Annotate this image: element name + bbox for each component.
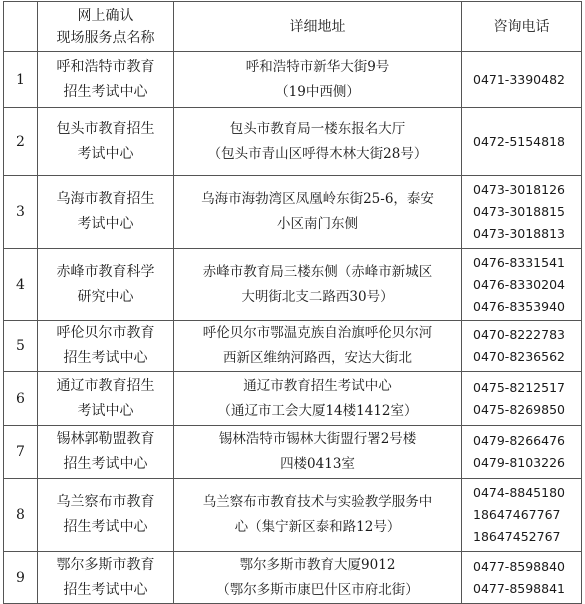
phone-number: 0473-3018813 bbox=[473, 226, 565, 241]
name-line: 考试中心 bbox=[77, 402, 134, 419]
name-line: 赤峰市教育科学 bbox=[56, 263, 155, 280]
phone-number: 0470-8236562 bbox=[473, 349, 565, 364]
phone-number: 18647452767 bbox=[473, 529, 561, 544]
address-line: 包头市教育局一楼东报名大厅 bbox=[229, 120, 406, 137]
row-number: 5 bbox=[4, 321, 38, 372]
table-row bbox=[4, 249, 582, 321]
service-point-name bbox=[38, 552, 174, 604]
table-header-row bbox=[4, 2, 582, 52]
address-line: 心（集宁新区泰和路12号） bbox=[234, 519, 401, 535]
service-point-name bbox=[38, 176, 174, 249]
address-line: 呼和浩特市新华大街9号 bbox=[245, 58, 390, 75]
name-line: 呼伦贝尔市教育 bbox=[56, 325, 155, 341]
header-name-line: 网上确认 bbox=[77, 7, 134, 24]
phone-number: 0475-8269850 bbox=[473, 401, 565, 417]
address-line: （包头市青山区呼得木林大街28号） bbox=[207, 145, 428, 162]
table-row bbox=[4, 552, 582, 604]
service-point-address bbox=[174, 176, 462, 249]
name-line: 招生考试中心 bbox=[63, 581, 148, 598]
phone-cell bbox=[462, 52, 582, 108]
phone-number: 0472-5154818 bbox=[473, 133, 565, 149]
address-line: （19中西侧） bbox=[275, 83, 360, 100]
phone-number: 0473-3018126 bbox=[473, 182, 565, 197]
phone-number: 0473-3018815 bbox=[473, 204, 565, 219]
phone-cell bbox=[462, 426, 582, 479]
table-row bbox=[4, 52, 582, 108]
address-line: 四楼0413室 bbox=[280, 456, 355, 472]
header-address-cell: 详细地址 bbox=[174, 2, 462, 52]
address-line: 赤峰市教育局三楼东侧（赤峰市新城区 bbox=[202, 263, 433, 280]
header-phone-cell: 咨询电话 bbox=[462, 2, 582, 52]
row-number: 9 bbox=[4, 552, 38, 604]
name-line: 研究中心 bbox=[77, 288, 134, 305]
address-line: 小区南门东侧 bbox=[277, 216, 358, 232]
row-number: 1 bbox=[4, 52, 38, 108]
name-line: 乌海市教育招生 bbox=[56, 191, 155, 207]
phone-number: 0476-8353940 bbox=[473, 298, 565, 314]
phone-cell bbox=[462, 479, 582, 552]
row-number: 6 bbox=[4, 372, 38, 426]
phone-number: 0477-8598841 bbox=[473, 580, 565, 596]
phone-cell bbox=[462, 372, 582, 426]
table-row bbox=[4, 372, 582, 426]
service-point-name bbox=[38, 479, 174, 552]
address-line: 乌海市海勃湾区凤凰岭东街25-6，泰安 bbox=[201, 191, 434, 207]
name-line: 呼和浩特市教育 bbox=[56, 58, 155, 75]
table-row bbox=[4, 176, 582, 249]
phone-number: 0476-8330204 bbox=[473, 276, 565, 292]
address-line: （鄂尔多斯市康巴什区市府北街） bbox=[216, 581, 419, 598]
name-line: 招生考试中心 bbox=[63, 519, 148, 535]
name-line: 考试中心 bbox=[77, 216, 134, 232]
service-point-address bbox=[174, 552, 462, 604]
phone-number: 0479-8266476 bbox=[473, 433, 565, 448]
name-line: 锡林郭勒盟教育 bbox=[56, 431, 155, 447]
row-number: 3 bbox=[4, 176, 38, 249]
name-line: 乌兰察布市教育 bbox=[56, 494, 155, 510]
address-line: 通辽市教育招生考试中心 bbox=[243, 377, 392, 394]
phone-cell bbox=[462, 552, 582, 604]
header-name-line: 现场服务点名称 bbox=[56, 29, 155, 46]
phone-number: 0470-8222783 bbox=[473, 327, 565, 342]
service-point-address bbox=[174, 108, 462, 176]
name-line: 招生考试中心 bbox=[63, 456, 148, 472]
table-row bbox=[4, 108, 582, 176]
row-number: 2 bbox=[4, 108, 38, 176]
phone-cell bbox=[462, 108, 582, 176]
service-point-name bbox=[38, 372, 174, 426]
address-line: 乌兰察布市教育技术与实验教学服务中 bbox=[202, 494, 433, 510]
name-line: 通辽市教育招生 bbox=[56, 377, 155, 394]
header-name-cell bbox=[38, 2, 174, 52]
header-index-cell bbox=[4, 2, 38, 52]
address-line: 锡林浩特市锡林大街盟行署2号楼 bbox=[218, 431, 417, 447]
service-point-address bbox=[174, 249, 462, 321]
phone-number: 0479-8103226 bbox=[473, 455, 565, 470]
phone-number: 18647467767 bbox=[473, 507, 561, 522]
service-point-address bbox=[174, 479, 462, 552]
phone-cell bbox=[462, 321, 582, 372]
service-point-name bbox=[38, 321, 174, 372]
address-line: 西新区维纳河路西，安达大街北 bbox=[223, 350, 412, 366]
address-line: （通辽市工会大厦14楼1412室） bbox=[217, 402, 418, 419]
table-row bbox=[4, 426, 582, 479]
table-row bbox=[4, 321, 582, 372]
service-point-name bbox=[38, 426, 174, 479]
phone-cell bbox=[462, 176, 582, 249]
row-number: 7 bbox=[4, 426, 38, 479]
service-point-name bbox=[38, 52, 174, 108]
name-line: 包头市教育招生 bbox=[56, 120, 155, 137]
service-point-name bbox=[38, 108, 174, 176]
row-number: 4 bbox=[4, 249, 38, 321]
service-point-address bbox=[174, 52, 462, 108]
phone-number: 0474-8845180 bbox=[473, 485, 565, 500]
phone-number: 0476-8331541 bbox=[473, 254, 565, 270]
phone-number: 0475-8212517 bbox=[473, 379, 565, 395]
address-line: 大明街北支二路西30号） bbox=[241, 288, 394, 305]
service-points-table bbox=[3, 1, 582, 604]
address-line: 鄂尔多斯市教育大厦9012 bbox=[239, 556, 396, 573]
name-line: 鄂尔多斯市教育 bbox=[56, 556, 155, 573]
service-point-address bbox=[174, 426, 462, 479]
phone-number: 0471-3390482 bbox=[473, 71, 565, 87]
service-point-address bbox=[174, 321, 462, 372]
name-line: 招生考试中心 bbox=[63, 83, 148, 100]
phone-cell bbox=[462, 249, 582, 321]
address-line: 呼伦贝尔市鄂温克族自治旗呼伦贝尔河 bbox=[202, 325, 433, 341]
phone-number: 0477-8598840 bbox=[473, 558, 565, 574]
name-line: 招生考试中心 bbox=[63, 350, 148, 366]
table-row bbox=[4, 479, 582, 552]
name-line: 考试中心 bbox=[77, 145, 134, 162]
service-point-name bbox=[38, 249, 174, 321]
service-point-address bbox=[174, 372, 462, 426]
row-number: 8 bbox=[4, 479, 38, 552]
